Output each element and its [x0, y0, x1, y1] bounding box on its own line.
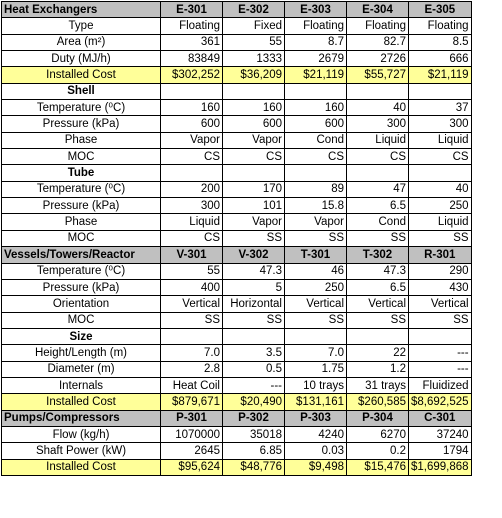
value-cell[interactable]: 40 [347, 100, 409, 116]
value-cell[interactable]: Fluidized [409, 377, 472, 393]
table-row [2, 132, 472, 148]
value-cell[interactable]: Vapor [223, 132, 285, 148]
value-cell[interactable]: $1,699,868 [409, 459, 472, 475]
value-cell[interactable]: 55 [161, 263, 223, 279]
value-cell[interactable]: SS [223, 312, 285, 328]
installed-cost-row [2, 459, 472, 475]
value-cell[interactable]: 7.0 [161, 345, 223, 361]
value-cell[interactable]: Vertical [285, 296, 347, 312]
value-cell[interactable]: SS [223, 230, 285, 246]
value-cell[interactable]: SS [409, 230, 472, 246]
value-cell[interactable]: 7.0 [285, 345, 347, 361]
value-cell[interactable]: Floating [409, 18, 472, 34]
value-cell[interactable]: 89 [285, 181, 347, 197]
row-label-cell[interactable]: Duty (MJ/h) [2, 51, 161, 67]
value-cell[interactable]: 1.75 [285, 361, 347, 377]
value-cell[interactable]: P-304 [347, 410, 409, 426]
value-cell[interactable]: Floating [161, 18, 223, 34]
value-cell[interactable]: E-301 [161, 2, 223, 18]
value-cell[interactable]: 1333 [223, 51, 285, 67]
value-cell[interactable]: 400 [161, 279, 223, 295]
value-cell[interactable]: 0.03 [285, 443, 347, 459]
value-cell[interactable]: 4240 [285, 426, 347, 442]
value-cell[interactable]: Horizontal [223, 296, 285, 312]
value-cell[interactable] [409, 328, 472, 344]
value-cell[interactable] [409, 83, 472, 99]
value-cell[interactable]: 40 [409, 181, 472, 197]
value-cell[interactable]: Fixed [223, 18, 285, 34]
value-cell[interactable]: $20,490 [223, 394, 285, 410]
value-cell[interactable]: 5 [223, 279, 285, 295]
row-label-cell[interactable]: Temperature (⁰C) [2, 181, 161, 197]
value-cell[interactable]: 250 [285, 279, 347, 295]
value-cell[interactable]: 2726 [347, 51, 409, 67]
value-cell[interactable]: 666 [409, 51, 472, 67]
row-label-cell[interactable]: Orientation [2, 296, 161, 312]
installed-cost-row [2, 394, 472, 410]
value-cell[interactable]: 1794 [409, 443, 472, 459]
value-cell[interactable]: $21,119 [285, 67, 347, 83]
value-cell[interactable]: 10 trays [285, 377, 347, 393]
value-cell[interactable]: 6.5 [347, 279, 409, 295]
value-cell[interactable] [285, 83, 347, 99]
value-cell[interactable]: 8.5 [409, 34, 472, 50]
value-cell[interactable]: Cond [347, 214, 409, 230]
value-cell[interactable]: 290 [409, 263, 472, 279]
table-row [2, 100, 472, 116]
value-cell[interactable]: 250 [409, 198, 472, 214]
value-cell[interactable]: 160 [223, 100, 285, 116]
value-cell[interactable]: V-302 [223, 247, 285, 263]
value-cell[interactable]: Vapor [223, 214, 285, 230]
table-row [2, 361, 472, 377]
value-cell[interactable]: 1.2 [347, 361, 409, 377]
value-cell[interactable]: 300 [347, 116, 409, 132]
row-label-cell[interactable]: Vessels/Towers/Reactor [2, 247, 161, 263]
value-cell[interactable]: $36,209 [223, 67, 285, 83]
value-cell[interactable]: 47.3 [347, 263, 409, 279]
value-cell[interactable]: 600 [285, 116, 347, 132]
row-label-cell[interactable]: Pressure (kPa) [2, 198, 161, 214]
row-label-cell[interactable]: Area (m²) [2, 34, 161, 50]
value-cell[interactable]: 1070000 [161, 426, 223, 442]
value-cell[interactable]: CS [161, 149, 223, 165]
value-cell[interactable]: $15,476 [347, 459, 409, 475]
value-cell[interactable]: E-305 [409, 2, 472, 18]
value-cell[interactable]: 2645 [161, 443, 223, 459]
row-label-cell[interactable]: Heat Exchangers [2, 2, 161, 18]
row-label-cell[interactable]: Shell [2, 83, 161, 99]
subsection-row [2, 83, 472, 99]
value-cell[interactable]: Liquid [409, 132, 472, 148]
row-label-cell[interactable]: Pressure (kPa) [2, 116, 161, 132]
value-cell[interactable]: $95,624 [161, 459, 223, 475]
value-cell[interactable]: 22 [347, 345, 409, 361]
section-header-row [2, 247, 472, 263]
value-cell[interactable]: $55,727 [347, 67, 409, 83]
row-label-cell[interactable]: Internals [2, 377, 161, 393]
row-label-cell[interactable]: MOC [2, 230, 161, 246]
value-cell[interactable] [347, 83, 409, 99]
value-cell[interactable] [347, 328, 409, 344]
row-label-cell[interactable]: Phase [2, 132, 161, 148]
value-cell[interactable]: 170 [223, 181, 285, 197]
value-cell[interactable] [409, 165, 472, 181]
row-label-cell[interactable]: Temperature (⁰C) [2, 100, 161, 116]
value-cell[interactable]: Liquid [409, 214, 472, 230]
value-cell[interactable]: 47.3 [223, 263, 285, 279]
table-row [2, 263, 472, 279]
table-row [2, 198, 472, 214]
row-label-cell[interactable]: Type [2, 18, 161, 34]
row-label-cell[interactable]: Temperature (⁰C) [2, 263, 161, 279]
subsection-row [2, 328, 472, 344]
value-cell[interactable]: 600 [161, 116, 223, 132]
row-label-cell[interactable]: Pumps/Compressors [2, 410, 161, 426]
value-cell[interactable]: $260,585 [347, 394, 409, 410]
equipment-summary-table [1, 1, 472, 476]
value-cell[interactable]: Liquid [347, 132, 409, 148]
row-label-cell[interactable]: Tube [2, 165, 161, 181]
value-cell[interactable]: 160 [161, 100, 223, 116]
value-cell[interactable]: 430 [409, 279, 472, 295]
value-cell[interactable]: 300 [409, 116, 472, 132]
value-cell[interactable]: C-301 [409, 410, 472, 426]
value-cell[interactable]: 83849 [161, 51, 223, 67]
row-label-cell[interactable]: Installed Cost [2, 67, 161, 83]
value-cell[interactable]: V-301 [161, 247, 223, 263]
row-label-cell[interactable]: MOC [2, 149, 161, 165]
value-cell[interactable]: $8,692,525 [409, 394, 472, 410]
value-cell[interactable]: 6270 [347, 426, 409, 442]
row-label-cell[interactable]: Installed Cost [2, 459, 161, 475]
table-row [2, 296, 472, 312]
value-cell[interactable]: Vertical [161, 296, 223, 312]
table-row [2, 149, 472, 165]
value-cell[interactable]: CS [285, 149, 347, 165]
value-cell[interactable] [223, 165, 285, 181]
value-cell[interactable]: Floating [285, 18, 347, 34]
value-cell[interactable]: 300 [161, 198, 223, 214]
value-cell[interactable]: SS [347, 230, 409, 246]
value-cell[interactable]: $302,252 [161, 67, 223, 83]
value-cell[interactable]: 2.8 [161, 361, 223, 377]
row-label-cell[interactable]: Diameter (m) [2, 361, 161, 377]
value-cell[interactable]: Floating [347, 18, 409, 34]
table-row [2, 230, 472, 246]
value-cell[interactable]: Cond [285, 132, 347, 148]
value-cell[interactable]: CS [223, 149, 285, 165]
value-cell[interactable]: $48,776 [223, 459, 285, 475]
value-cell[interactable]: --- [409, 361, 472, 377]
value-cell[interactable]: 55 [223, 34, 285, 50]
value-cell[interactable] [285, 165, 347, 181]
value-cell[interactable]: T-301 [285, 247, 347, 263]
table-row [2, 51, 472, 67]
row-label-cell[interactable]: MOC [2, 312, 161, 328]
value-cell[interactable]: 37 [409, 100, 472, 116]
value-cell[interactable]: 6.85 [223, 443, 285, 459]
value-cell[interactable]: Vapor [285, 214, 347, 230]
table-row [2, 312, 472, 328]
value-cell[interactable]: --- [409, 345, 472, 361]
value-cell[interactable]: SS [347, 312, 409, 328]
value-cell[interactable] [223, 328, 285, 344]
value-cell[interactable]: $21,119 [409, 67, 472, 83]
value-cell[interactable]: SS [285, 312, 347, 328]
value-cell[interactable]: Vertical [409, 296, 472, 312]
value-cell[interactable]: 47 [347, 181, 409, 197]
value-cell[interactable]: 82.7 [347, 34, 409, 50]
table-row [2, 345, 472, 361]
value-cell[interactable]: 3.5 [223, 345, 285, 361]
value-cell[interactable] [161, 328, 223, 344]
value-cell[interactable] [285, 328, 347, 344]
sheet-right-margin [497, 0, 502, 518]
value-cell[interactable]: 35018 [223, 426, 285, 442]
table-row [2, 116, 472, 132]
value-cell[interactable]: CS [409, 149, 472, 165]
value-cell[interactable]: E-303 [285, 2, 347, 18]
value-cell[interactable]: 31 trays [347, 377, 409, 393]
row-label-cell[interactable]: Installed Cost [2, 394, 161, 410]
row-label-cell[interactable]: Size [2, 328, 161, 344]
value-cell[interactable]: --- [223, 377, 285, 393]
value-cell[interactable]: P-303 [285, 410, 347, 426]
row-label-cell[interactable]: Height/Length (m) [2, 345, 161, 361]
row-label-cell[interactable]: Flow (kg/h) [2, 426, 161, 442]
value-cell[interactable]: 0.2 [347, 443, 409, 459]
table-row [2, 377, 472, 393]
value-cell[interactable]: $879,671 [161, 394, 223, 410]
value-cell[interactable]: 361 [161, 34, 223, 50]
value-cell[interactable]: E-304 [347, 2, 409, 18]
value-cell[interactable]: T-302 [347, 247, 409, 263]
section-header-row [2, 2, 472, 18]
value-cell[interactable]: Heat Coil [161, 377, 223, 393]
equipment-summary-sheet [1, 1, 472, 476]
value-cell[interactable]: Vertical [347, 296, 409, 312]
row-label-cell[interactable]: Phase [2, 214, 161, 230]
value-cell[interactable]: SS [409, 312, 472, 328]
value-cell[interactable]: 0.5 [223, 361, 285, 377]
value-cell[interactable]: Liquid [161, 214, 223, 230]
value-cell[interactable]: SS [161, 312, 223, 328]
value-cell[interactable]: SS [285, 230, 347, 246]
table-row [2, 443, 472, 459]
table-row [2, 34, 472, 50]
value-cell[interactable]: R-301 [409, 247, 472, 263]
installed-cost-row [2, 67, 472, 83]
value-cell[interactable]: $9,498 [285, 459, 347, 475]
value-cell[interactable]: P-302 [223, 410, 285, 426]
table-row [2, 279, 472, 295]
value-cell[interactable]: 600 [223, 116, 285, 132]
value-cell[interactable]: 101 [223, 198, 285, 214]
value-cell[interactable]: 6.5 [347, 198, 409, 214]
value-cell[interactable]: 46 [285, 263, 347, 279]
value-cell[interactable]: E-302 [223, 2, 285, 18]
value-cell[interactable]: CS [347, 149, 409, 165]
value-cell[interactable]: Vapor [161, 132, 223, 148]
subsection-row [2, 165, 472, 181]
value-cell[interactable] [161, 165, 223, 181]
table-row [2, 181, 472, 197]
value-cell[interactable] [161, 83, 223, 99]
value-cell[interactable]: 37240 [409, 426, 472, 442]
table-row [2, 18, 472, 34]
value-cell[interactable] [347, 165, 409, 181]
value-cell[interactable]: $131,161 [285, 394, 347, 410]
value-cell[interactable]: CS [161, 230, 223, 246]
table-row [2, 426, 472, 442]
value-cell[interactable]: 200 [161, 181, 223, 197]
value-cell[interactable]: 15.8 [285, 198, 347, 214]
value-cell[interactable]: 160 [285, 100, 347, 116]
value-cell[interactable]: P-301 [161, 410, 223, 426]
value-cell[interactable] [223, 83, 285, 99]
row-label-cell[interactable]: Shaft Power (kW) [2, 443, 161, 459]
row-label-cell[interactable]: Pressure (kPa) [2, 279, 161, 295]
value-cell[interactable]: 8.7 [285, 34, 347, 50]
section-header-row [2, 410, 472, 426]
value-cell[interactable]: 2679 [285, 51, 347, 67]
table-row [2, 214, 472, 230]
